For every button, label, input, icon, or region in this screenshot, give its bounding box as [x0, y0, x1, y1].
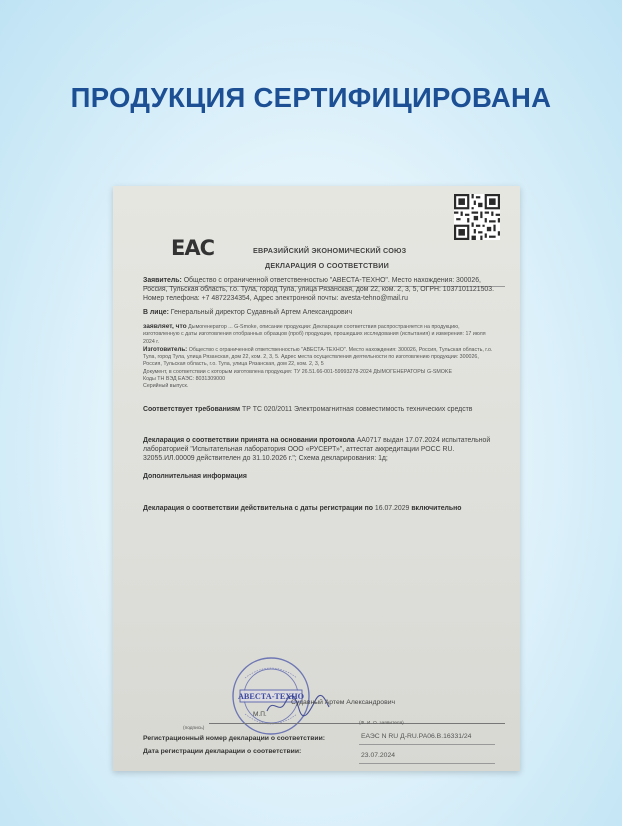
divider: [359, 744, 495, 745]
basis-section: [143, 436, 495, 463]
declares-text: Дымогенератор ... G-Smoke, описание продукции: Декларация соответствия распространяется на продукцию, изготовленную с даты изготовления отобранных образцов (проб) продукции, прошедших исследования (испытания) и измерения: 17 июля 2024 г.: [143, 324, 486, 345]
signer-name: Судавный Артем Александрович: [291, 699, 396, 706]
validity-suffix: включительно: [411, 505, 462, 512]
signature-line: [209, 723, 505, 724]
seal-text: АВЕСТА-ТЕХНО: [237, 692, 305, 701]
serial-text: Серийный выпуск.: [143, 383, 189, 390]
applicant-section: [143, 276, 495, 303]
eac-logo: EAC: [171, 236, 215, 260]
union-name: ЕВРАЗИЙСКИЙ ЭКОНОМИЧЕСКИЙ СОЮЗ: [253, 246, 407, 255]
manufacturer-label: Изготовитель:: [143, 345, 188, 353]
seal-place-label: М.П.: [253, 711, 267, 718]
registration-number-value: ЕАЭС N RU Д-RU.PA06.B.16331/24: [361, 733, 472, 740]
registration-number-label: Регистрационный номер декларации о соответствии:: [143, 735, 326, 742]
validity-label: Декларация о соответствии действительна с даты регистрации по: [143, 505, 373, 512]
manufacturer-text: Общество с ограниченной ответственностью "АВЕСТА-ТЕХНО". Место нахождения: 300026, Россия, Тульская область, г.о. Тула, город Тула, улица Рязанская, дом 22, ком. 2, 3, 5. Адрес места осуществления деятельности по изготовлению продукции: 300026, Россия, Тульская область, г.о. Тула, улица Рязанская, дом 22, ком. 2, 3, 5: [143, 346, 493, 368]
extra-info-label: Дополнительная информация: [143, 473, 247, 480]
compliance-section: [143, 405, 495, 414]
applicant-text: Общество с ограниченной ответственностью "АВЕСТА-ТЕХНО". Место нахождения: 300026, Россия, Тульская область, г.о. Тула, город Тула, улица Рязанская, дом 22, ком. 2, 3, 5, ОГРН: 1037101121503. Номер телефона: +7 4872234354, Адрес электронной почты: avesta-tehno@mail.ru: [143, 277, 495, 302]
standard-text: Документ, в соответствии с которым изготовлена продукция: ТУ 26.51.66-001-59993278-2024 ДЫМОГЕНЕРАТОРЫ G-SMOKE: [143, 368, 452, 375]
declares-label: заявляет, что: [143, 323, 187, 330]
face-label: В лице:: [143, 309, 169, 316]
basis-label: Декларация о соответствии принята на основании протокола: [143, 437, 355, 444]
declares-section: [143, 323, 495, 391]
qr-code-icon: [454, 194, 500, 240]
face-section: [143, 308, 495, 317]
declaration-document: [113, 186, 520, 771]
registration-date-label: Дата регистрации декларации о соответствии:: [143, 748, 302, 755]
banner-title: ПРОДУКЦИЯ СЕРТИФИЦИРОВАНА: [70, 82, 552, 113]
fio-caption: (Ф. И. О. заявителя): [359, 721, 404, 726]
compliance-label: Соответствует требованиям: [143, 406, 241, 413]
validity-section: [143, 504, 495, 513]
divider: [359, 763, 495, 764]
validity-date: 16.07.2029: [374, 505, 410, 512]
face-text: Генеральный директор Судавный Артем Александрович: [170, 309, 353, 316]
applicant-label: Заявитель:: [143, 277, 182, 284]
compliance-text: ТР ТС 020/2011 Электромагнитная совместимость технических средств: [242, 406, 473, 413]
document-title: ДЕКЛАРАЦИЯ О СООТВЕТСТВИИ: [265, 261, 389, 270]
signature-caption: (подпись): [183, 726, 205, 731]
tnved-text: Коды ТН ВЭД ЕАЭС: 8031309000: [143, 376, 226, 383]
basis-text: АА0717 выдан 17.07.2024 испытательной лабораторией "Испытательная лаборатория ООО «РУСЕРТ»", аттестат аккредитации РОСС RU. 32055.ИЛ.00009 действителен до 31.10.2026 г."; Схема декларирования: 1д;: [143, 437, 491, 462]
registration-date-value: 23.07.2024: [361, 752, 396, 759]
